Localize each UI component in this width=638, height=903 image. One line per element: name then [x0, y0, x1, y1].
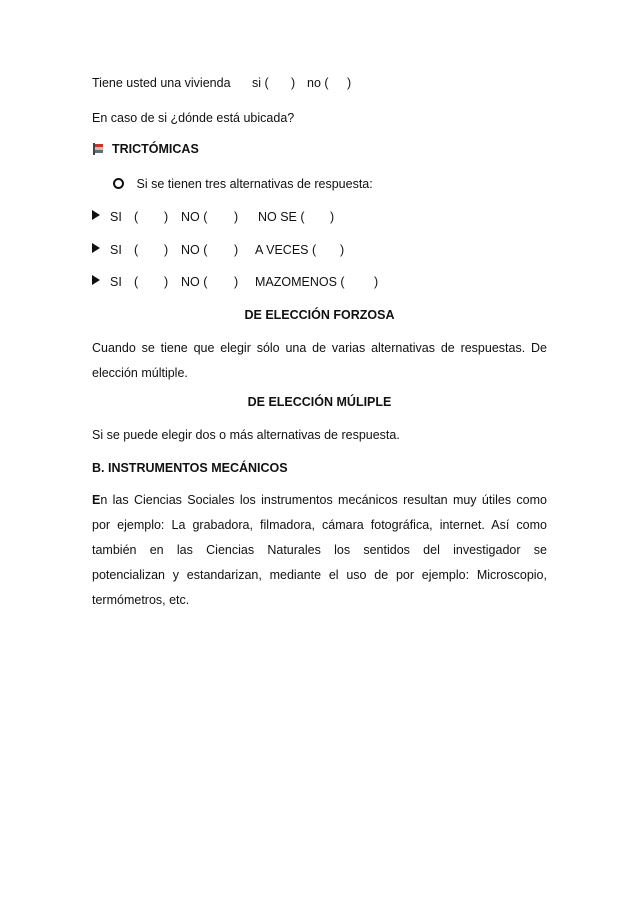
option-third: MAZOMENOS (: [255, 275, 345, 289]
option-si-close: ): [164, 210, 169, 224]
paragraph-line: elección múltiple.: [92, 366, 188, 380]
option-si-open: (: [134, 210, 139, 224]
vivienda-si-option: si (: [252, 76, 269, 90]
vivienda-si-close: ): [291, 76, 296, 90]
tricotomicas-sub-item: [113, 177, 373, 192]
option-no: NO (: [181, 243, 208, 257]
paragraph-line-text: n las Ciencias Sociales los instrumentos mecánicos resultan muy útiles como: [100, 493, 547, 507]
paragraph-line: [92, 488, 547, 513]
multiple-text: Si se puede elegir dos o más alternativas de respuesta.: [92, 428, 400, 442]
option-si: SI: [110, 243, 122, 257]
forzosa-heading: DE ELECCIÓN FORZOSA: [244, 308, 395, 322]
tricotomicas-sub-text: Si se tienen tres alternativas de respuesta:: [136, 177, 373, 191]
circle-bullet-icon: [113, 178, 124, 189]
option-si: SI: [110, 210, 122, 224]
option-third-close: ): [330, 210, 335, 224]
paragraph-line: Cuando se tiene que elegir sólo una de varias alternativas de respuestas. De: [92, 341, 547, 355]
multiple-heading: DE ELECCIÓN MÚLIPLE: [247, 395, 392, 409]
option-third-close: ): [340, 243, 345, 257]
option-si-close: ): [164, 275, 169, 289]
option-no-close: ): [234, 275, 239, 289]
vivienda-question: Tiene usted una vivienda: [92, 76, 231, 90]
option-si-open: (: [134, 275, 139, 289]
tricotomicas-heading: TRICTÓMICAS: [112, 142, 199, 156]
paragraph-line: potencializan y estandarizan, mediante el uso de por ejemplo: Microscopio,: [92, 568, 547, 582]
ubicacion-question: En caso de si ¿dónde está ubicada?: [92, 111, 295, 125]
option-no-close: ): [234, 243, 239, 257]
option-no: NO (: [181, 275, 208, 289]
option-row: [92, 243, 552, 258]
drop-letter: E: [92, 493, 101, 507]
option-row: [92, 210, 552, 225]
option-third: A VECES (: [255, 243, 317, 257]
option-row: [92, 275, 552, 290]
option-third: NO SE (: [258, 210, 305, 224]
option-si-close: ): [164, 243, 169, 257]
paragraph-line: termómetros, etc.: [92, 593, 190, 607]
vivienda-no-close: ): [347, 76, 352, 90]
vivienda-question-row: [92, 76, 552, 91]
mecanicos-heading: B. INSTRUMENTOS MECÁNICOS: [92, 461, 288, 475]
option-no: NO (: [181, 210, 208, 224]
option-no-close: ): [234, 210, 239, 224]
flag-bullet-icon: [92, 143, 104, 155]
paragraph-line: por ejemplo: La grabadora, filmadora, cámara fotográfica, internet. Así como: [92, 518, 547, 532]
vivienda-no-option: no (: [307, 76, 329, 90]
option-si: SI: [110, 275, 122, 289]
option-si-open: (: [134, 243, 139, 257]
forzosa-paragraph: [92, 336, 547, 386]
paragraph-line: también en las Ciencias Naturales los sentidos del investigador se: [92, 543, 547, 557]
mecanicos-paragraph: [92, 488, 547, 613]
option-third-close: ): [374, 275, 379, 289]
